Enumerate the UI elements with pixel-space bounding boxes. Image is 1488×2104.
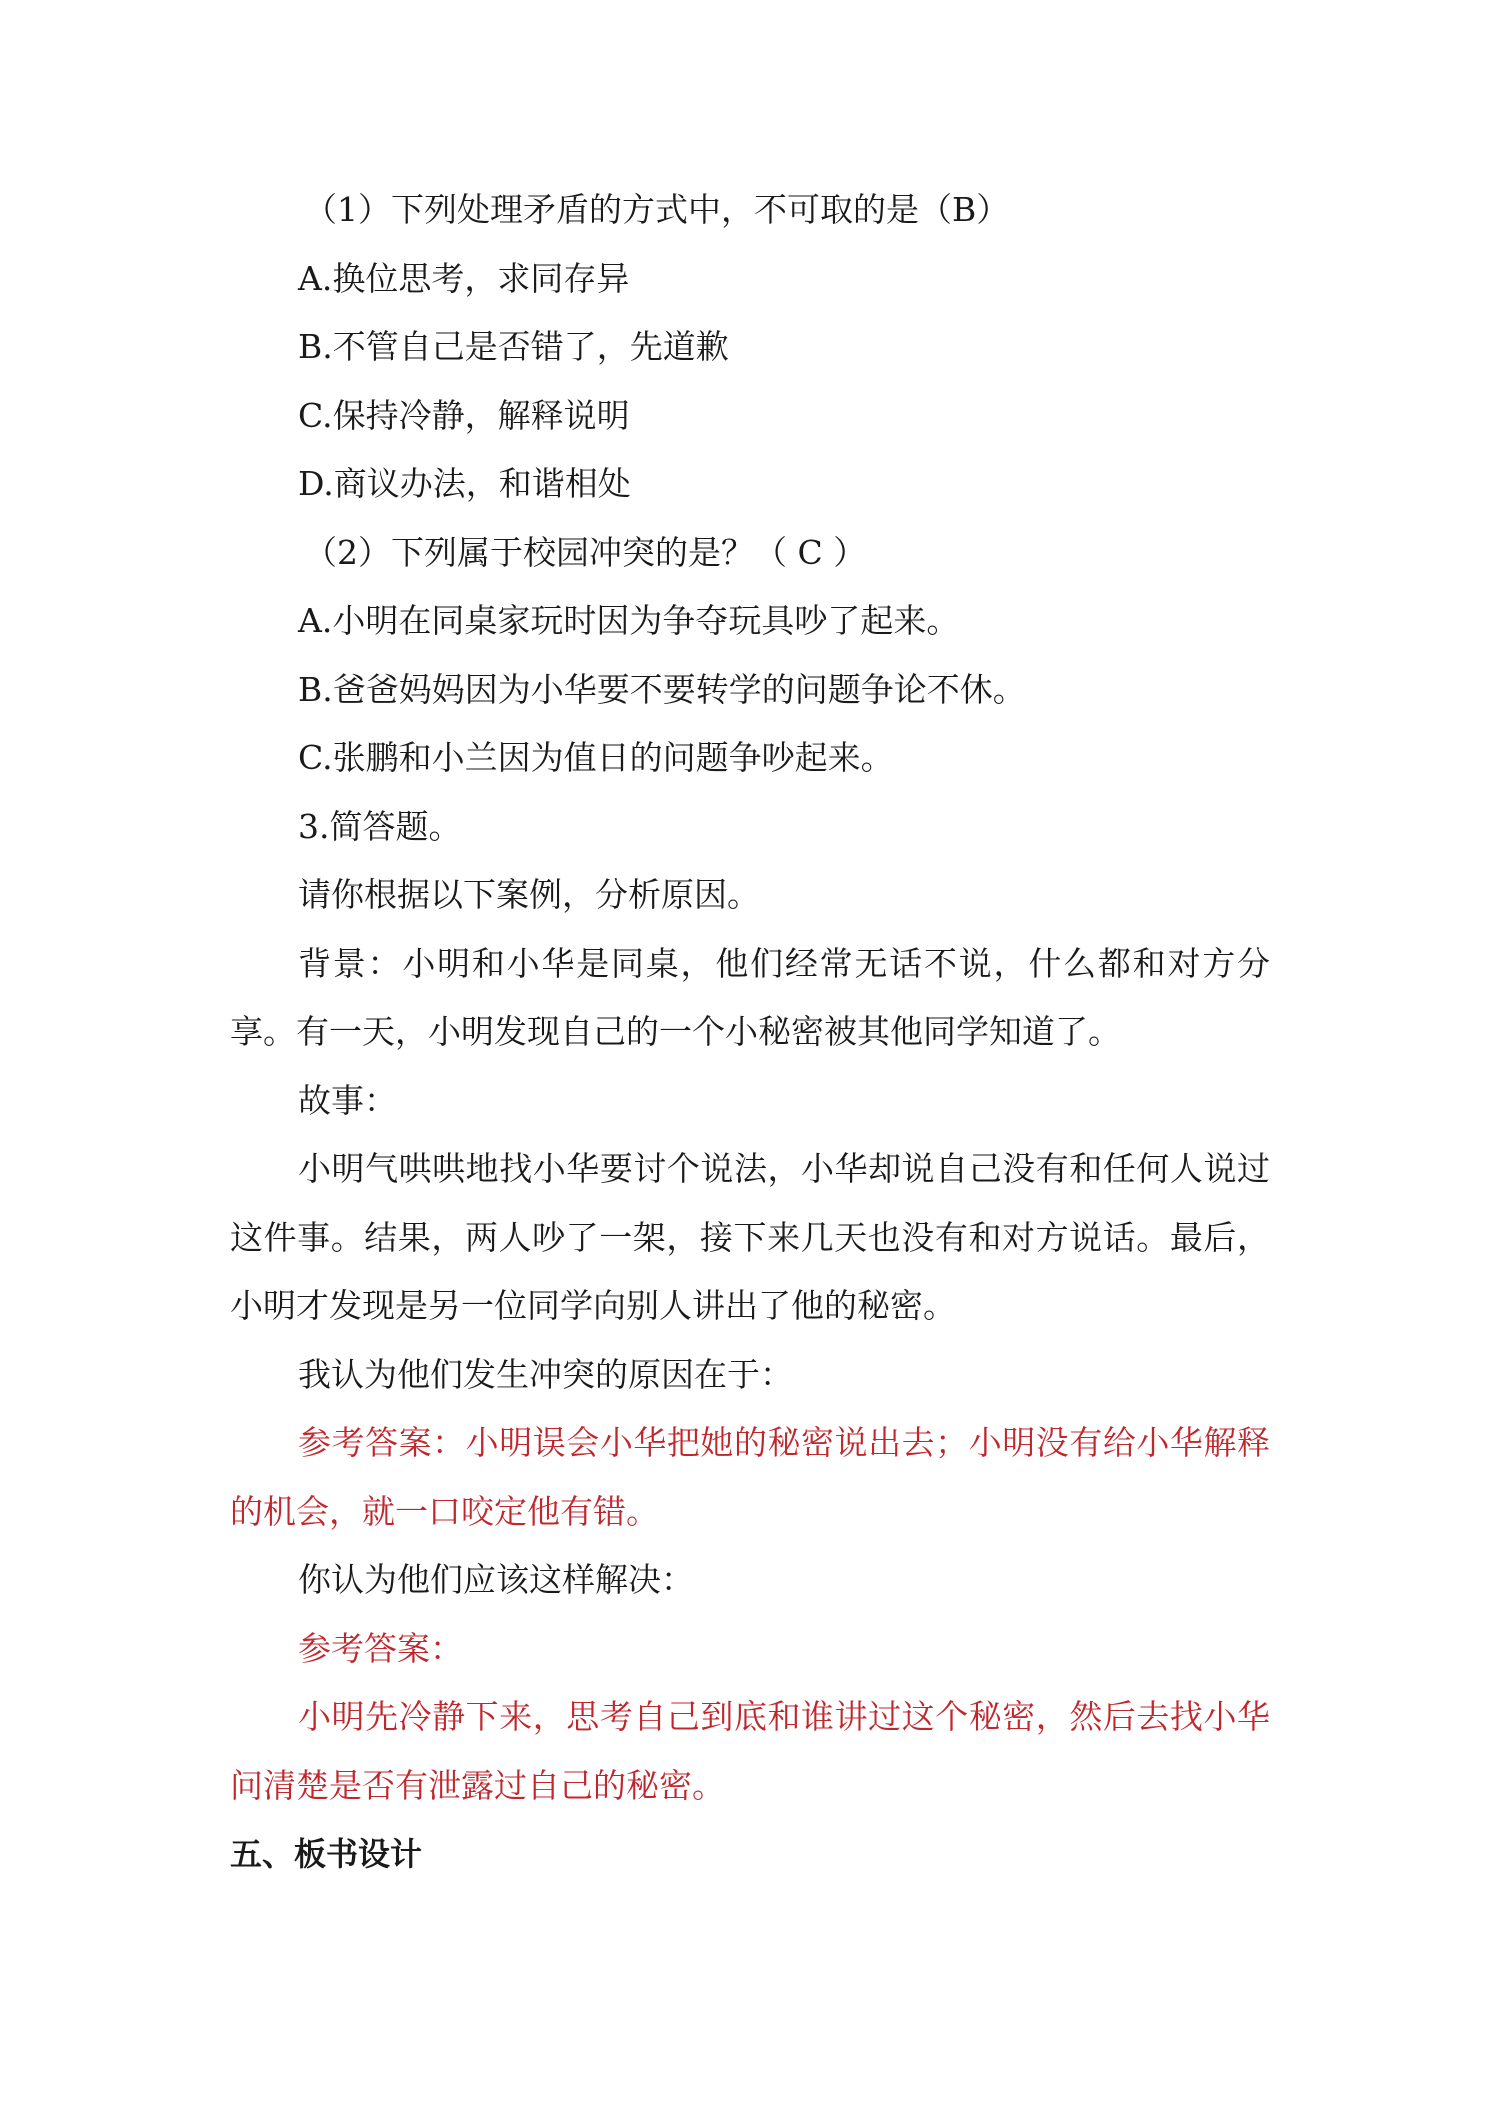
question-1-option-d: D.商议办法，和谐相处 [298,464,631,503]
solution-answer: 小明先冷静下来，思考自己到底和谁讲过这个秘密，然后去找小华问清楚是否有泄露过自己的秘密。 [230,1697,1270,1805]
case-background: 背景：小明和小华是同桌，他们经常无话不说，什么都和对方分享。有一天，小明发现自己的一个小秘密被其他同学知道了。 [230,943,1270,1051]
question-3-title: 3.简答题。 [298,806,462,846]
case-story: 小明气哄哄地找小华要讨个说法，小华却说自己没有和任何人说过这件事。结果，两人吵了一架，接下来几天也没有和对方说话。最后，小明才发现是另一位同学向别人讲出了他的秘密。 [230,1149,1270,1325]
cause-prompt: 我认为他们发生冲突的原因在于： [298,1354,793,1394]
question-3-instruction: 请你根据以下案例，分析原因。 [298,875,760,914]
question-2-option-a: A.小明在同桌家玩时因为争夺玩具吵了起来。 [298,601,960,640]
section-heading: 五、板书设计 [230,1835,423,1873]
cause-answer: 参考答案：小明误会小华把她的秘密说出去；小明没有给小华解释的机会，就一口咬定他有错。 [230,1423,1270,1531]
document-body [230,176,1270,1889]
question-2-option-c: C.张鹏和小兰因为值日的问题争吵起来。 [298,738,894,777]
question-1-stem: （1）下列处理矛盾的方式中，不可取的是（B） [304,190,1010,229]
question-1-option-c: C.保持冷静，解释说明 [298,395,630,435]
story-label: 故事： [298,1080,397,1120]
question-2-stem: （2）下列属于校园冲突的是？（ C ） [304,532,867,572]
question-2-option-b: B.爸爸妈妈因为小华要不要转学的问题争论不休。 [298,669,1026,709]
solution-answer-label: 参考答案： [298,1628,463,1668]
solution-prompt: 你认为他们应该这样解决： [298,1560,694,1599]
question-1-option-b: B.不管自己是否错了，先道歉 [298,327,729,366]
question-1-option-a: A.换位思考，求同存异 [298,258,630,298]
